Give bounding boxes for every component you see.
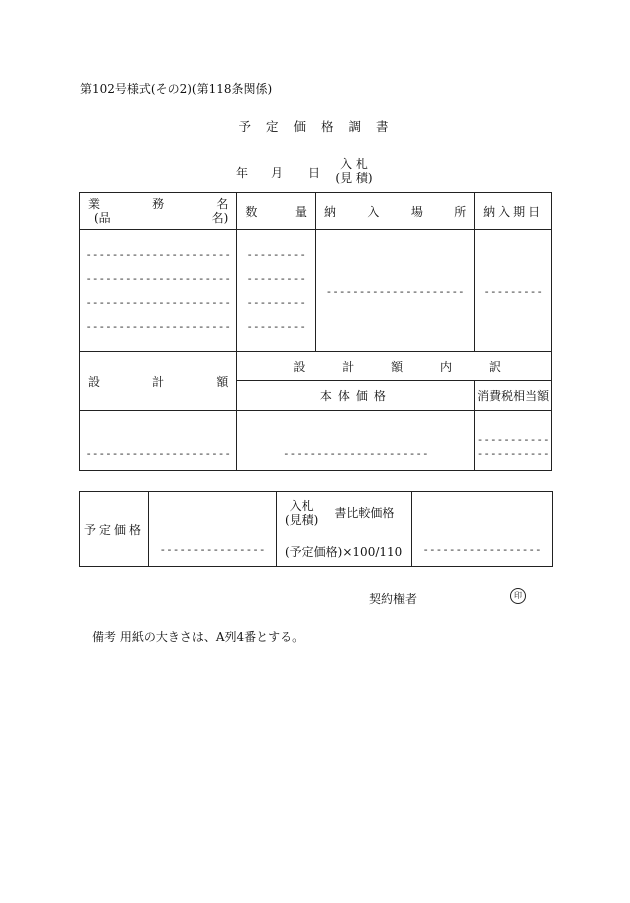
- document-title: 予定価格調書: [238, 119, 404, 134]
- blank-line: ----------------------: [282, 447, 429, 460]
- label-text: 計: [152, 374, 165, 389]
- planned-price-label: 予定価格: [80, 492, 149, 567]
- blank-line: ----------------------: [85, 296, 232, 309]
- date-year: 年: [236, 166, 249, 180]
- blank-line: ------------------: [422, 543, 542, 556]
- contract-authority: 契約権者: [369, 592, 418, 606]
- date-day: 日: [308, 166, 321, 180]
- items-table: [79, 192, 552, 471]
- blank-line: ---------: [246, 320, 306, 333]
- header-delivery-date: 納入期日: [475, 193, 552, 230]
- bid-label: 入 札: [340, 157, 368, 171]
- design-header-row: [80, 352, 552, 381]
- design-breakdown-header: [237, 352, 552, 381]
- body-price-cell: [237, 411, 475, 471]
- comparison-label: 書比較価格: [334, 505, 395, 520]
- label-text: 訳: [488, 359, 501, 374]
- formula-text: (予定価格)×100/110: [285, 544, 403, 559]
- blank-line: ----------------------: [85, 320, 232, 333]
- header-text: 量: [294, 204, 307, 219]
- header-text: 数: [245, 204, 258, 219]
- header-text: 務: [152, 197, 165, 211]
- header-text: 名: [216, 197, 229, 211]
- date-month: 月: [271, 166, 284, 180]
- label-text: 設: [293, 359, 306, 374]
- header-text: 納: [323, 204, 336, 219]
- seal-mark: 印: [510, 588, 526, 604]
- blank-line: ----------------: [159, 543, 266, 556]
- delivery-place-cell: [315, 230, 474, 352]
- label-text: 内: [440, 359, 453, 374]
- label-text: 計: [342, 359, 355, 374]
- blank-line: ---------: [246, 296, 306, 309]
- price-row: [80, 492, 553, 567]
- design-values-row: [80, 411, 552, 471]
- tax-cell: [475, 411, 552, 471]
- blank-line: ----------------------: [85, 248, 232, 261]
- blank-line: ----------------------: [476, 433, 550, 460]
- label-text: 額: [391, 359, 404, 374]
- bid-estimate-label: [331, 157, 377, 185]
- blank-line: ---------------------: [325, 284, 465, 298]
- label-text: 額: [216, 374, 229, 389]
- header-quantity: [237, 193, 316, 230]
- header-text: (品: [94, 211, 111, 225]
- header-text: 入: [367, 204, 380, 219]
- blank-line: ---------: [246, 248, 306, 261]
- tax-header: 消費税相当額: [475, 381, 552, 411]
- header-business-name: [80, 193, 237, 230]
- form-code: 第102号様式(その2)(第118条関係): [80, 82, 273, 96]
- design-amount-cell: [80, 411, 237, 471]
- header-text: 業: [88, 197, 101, 211]
- quantity-cell: [237, 230, 316, 352]
- label-text: 設: [88, 374, 101, 389]
- header-text: 名): [211, 211, 229, 225]
- items-row: [80, 230, 552, 352]
- bid-label: 入札: [289, 498, 314, 513]
- planned-price-cell: [149, 492, 277, 567]
- design-amount-label: [80, 352, 237, 411]
- blank-line: ----------------------: [85, 447, 232, 460]
- remarks-note: 備考 用紙の大きさは、A列4番とする。: [92, 630, 305, 644]
- blank-line: ---------: [246, 272, 306, 285]
- header-text: 所: [454, 204, 467, 219]
- header-delivery-place: [315, 193, 474, 230]
- blank-line: ---------: [483, 284, 543, 298]
- header-text: 場: [410, 204, 423, 219]
- comparison-price-cell: [277, 492, 412, 567]
- comparison-result-cell: [412, 492, 553, 567]
- estimate-label: (見積): [285, 512, 319, 527]
- body-price-header: 本体価格: [237, 381, 475, 411]
- delivery-date-cell: [475, 230, 552, 352]
- price-table: [79, 491, 553, 567]
- blank-line: ----------------------: [85, 272, 232, 285]
- estimate-label: (見 積): [335, 171, 373, 185]
- table-header-row: [80, 193, 552, 230]
- business-name-cell: [80, 230, 237, 352]
